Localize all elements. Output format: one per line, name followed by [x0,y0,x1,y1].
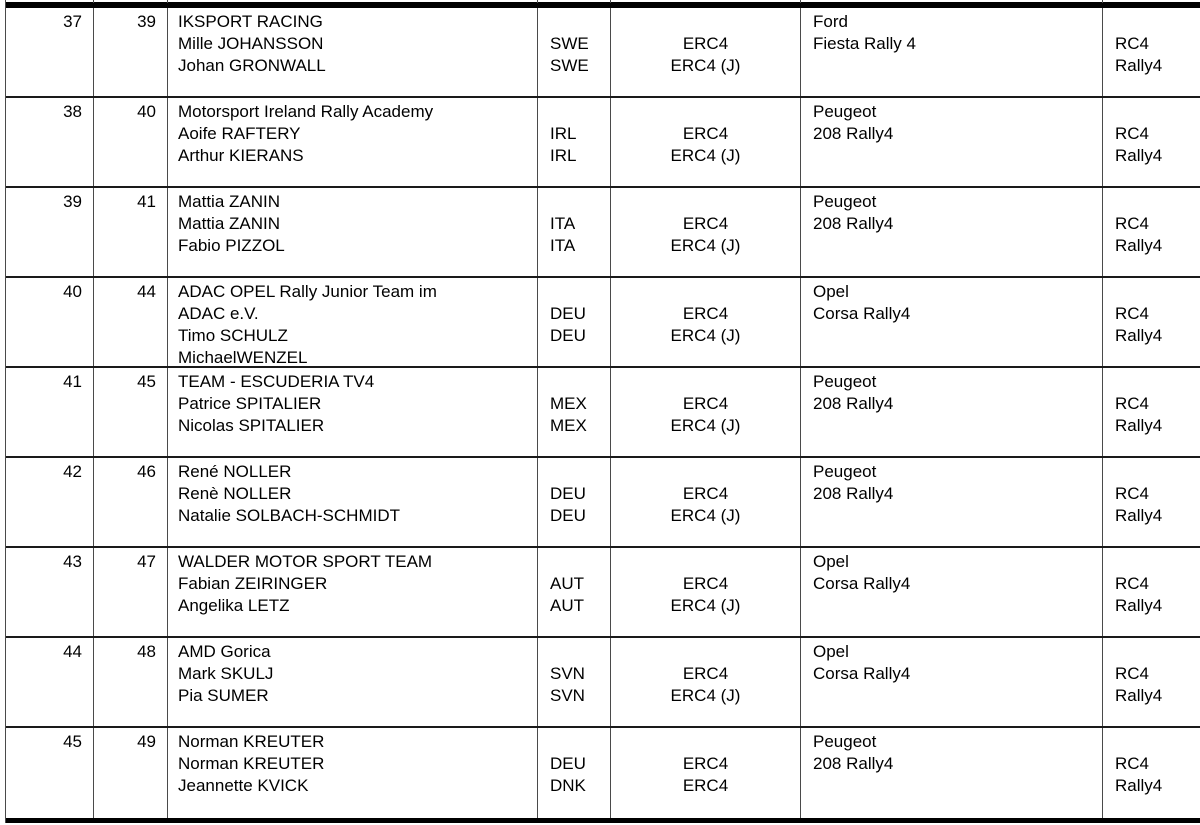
nationality-cell [538,638,611,726]
group-value: RC4 [1115,34,1150,53]
position-value: 38 [63,102,82,121]
driver-nationality: IRL [550,124,577,143]
spacer-line [611,191,800,213]
car-model: 208 Rally4 [813,124,894,143]
entrant-cell [168,368,538,456]
car-make: Opel [813,282,849,301]
subgroup-value: Rally4 [1115,146,1163,165]
group-cell [1103,728,1199,818]
junior-class-value: ERC4 (J) [670,416,741,435]
car-number-value: 41 [137,192,156,211]
car-number-value: 48 [137,642,156,661]
spacer-line [550,461,610,483]
class-value: ERC4 [682,754,729,773]
junior-class-value: ERC4 (J) [670,56,741,75]
entrant-line: TEAM - ESCUDERIA TV4 [178,372,375,391]
position-value: 43 [63,552,82,571]
car-cell [801,548,1103,636]
group-value: RC4 [1115,304,1150,323]
junior-class-value: ERC4 (J) [670,326,741,345]
position-cell [6,98,94,186]
codriver-name: Fabio PIZZOL [178,236,285,255]
spacer-line [611,371,800,393]
group-value: RC4 [1115,664,1150,683]
car-make: Peugeot [813,462,877,481]
spacer-line [550,731,610,753]
car-cell [801,278,1103,366]
driver-name: Patrice SPITALIER [178,394,322,413]
position-value: 39 [63,192,82,211]
driver-name: Mattia ZANIN [178,214,281,233]
entrant-cell [168,548,538,636]
class-cell [611,458,801,546]
entrant-cell [168,278,538,366]
group-cell [1103,188,1199,276]
car-make: Opel [813,642,849,661]
car-number-cell [94,368,168,456]
spacer-line [550,641,610,663]
car-cell [801,188,1103,276]
car-number-cell [94,638,168,726]
entrant-extra-line [178,257,537,276]
entry-list-table [5,0,1200,823]
group-cell [1103,458,1199,546]
car-model: Corsa Rally4 [813,664,911,683]
class-cell [611,8,801,96]
spacer-line [1115,11,1199,33]
entrant-line: René NOLLER [178,462,292,481]
nationality-cell [538,368,611,456]
subgroup-value: Rally4 [1115,686,1163,705]
spacer-line [1115,371,1199,393]
car-make: Peugeot [813,192,877,211]
driver-nationality: DEU [550,484,586,503]
driver-nationality: MEX [550,394,587,413]
group-value: RC4 [1115,484,1150,503]
codriver-name: Nicolas SPITALIER [178,416,325,435]
nationality-cell [538,728,611,818]
entry-table-rows [6,8,1200,818]
group-cell [1103,638,1199,726]
table-row [6,188,1200,278]
car-number-value: 47 [137,552,156,571]
heavy-rule-bottom [6,818,1200,823]
car-model: Corsa Rally4 [813,574,911,593]
position-value: 37 [63,12,82,31]
subgroup-value: Rally4 [1115,416,1163,435]
car-cell [801,368,1103,456]
position-cell [6,638,94,726]
class-value: ERC4 [682,304,729,323]
group-cell-stub [1103,0,1199,3]
entrant-cell [168,188,538,276]
subgroup-value: Rally4 [1115,506,1163,525]
entrant-cell [168,458,538,546]
entrant-cell-stub [168,0,538,3]
entrant-extra-line [178,617,537,636]
codriver-nationality: MEX [550,416,587,435]
class-value: ERC4 [682,664,729,683]
entrant-line: Mattia ZANIN [178,192,281,211]
table-row [6,368,1200,458]
driver-name: Fabian ZEIRINGER [178,574,328,593]
car-make: Peugeot [813,102,877,121]
car-model: Corsa Rally4 [813,304,911,323]
junior-class-value: ERC4 (J) [670,596,741,615]
nationality-cell-stub [538,0,611,3]
car-model: 208 Rally4 [813,484,894,503]
class-cell [611,188,801,276]
car-number-cell [94,548,168,636]
subgroup-value: Rally4 [1115,326,1163,345]
codriver-name: Natalie SOLBACH-SCHMIDT [178,506,400,525]
driver-nationality: DEU [550,754,586,773]
table-top-edge [6,0,1200,2]
class-cell-stub [611,0,801,3]
table-row [6,548,1200,638]
nationality-cell [538,188,611,276]
car-cell [801,728,1103,818]
entrant-line: IKSPORT RACING [178,12,323,31]
entrant-extra-line [178,707,537,726]
codriver-nationality: DNK [550,776,586,795]
spacer-line [1115,191,1199,213]
spacer-line [1115,641,1199,663]
group-cell [1103,98,1199,186]
nationality-cell [538,98,611,186]
entrant-extra-line [178,77,537,96]
driver-nationality: ITA [550,214,576,233]
spacer-line [550,11,610,33]
entrant-extra-line [178,797,537,818]
car-model: 208 Rally4 [813,214,894,233]
group-cell [1103,548,1199,636]
group-cell [1103,368,1199,456]
car-cell [801,458,1103,546]
nationality-cell [538,548,611,636]
group-value: RC4 [1115,754,1150,773]
car-make: Peugeot [813,372,877,391]
driver-nationality: SVN [550,664,585,683]
car-make: Ford [813,12,848,31]
group-cell [1103,8,1199,96]
car-model: Fiesta Rally 4 [813,34,916,53]
group-cell [1103,278,1199,366]
position-value: 41 [63,372,82,391]
spacer-line [550,371,610,393]
entrant-line: AMD Gorica [178,642,271,661]
junior-class-value: ERC4 [682,776,729,795]
position-value: 42 [63,462,82,481]
car-number-cell [94,188,168,276]
driver-nationality: DEU [550,304,586,323]
position-cell [6,8,94,96]
subgroup-value: Rally4 [1115,236,1163,255]
subgroup-value: Rally4 [1115,776,1163,795]
class-cell [611,278,801,366]
spacer-line [1115,101,1199,123]
entrant-extra-line: MichaelWENZEL [178,348,308,366]
spacer-line [550,281,610,303]
junior-class-value: ERC4 (J) [670,686,741,705]
car-number-value: 49 [137,732,156,751]
car-number-value: 39 [137,12,156,31]
spacer-line [611,731,800,753]
table-row [6,728,1200,818]
entrant-extra-line [178,437,537,456]
spacer-line [611,551,800,573]
class-value: ERC4 [682,124,729,143]
driver-name: Aoife RAFTERY [178,124,301,143]
group-value: RC4 [1115,394,1150,413]
driver-nationality: AUT [550,574,584,593]
class-cell [611,728,801,818]
entrant-cell [168,98,538,186]
codriver-nationality: SVN [550,686,585,705]
nationality-cell [538,8,611,96]
position-cell [6,188,94,276]
codriver-nationality: IRL [550,146,577,165]
group-value: RC4 [1115,214,1150,233]
entrant-line: WALDER MOTOR SPORT TEAM [178,552,433,571]
class-cell [611,548,801,636]
car-number-value: 45 [137,372,156,391]
position-cell [6,728,94,818]
codriver-nationality: DEU [550,506,586,525]
car-number-cell [94,728,168,818]
entrant-cell [168,638,538,726]
car-number-cell [94,458,168,546]
car-make: Peugeot [813,732,877,751]
codriver-nationality: DEU [550,326,586,345]
class-cell [611,98,801,186]
spacer-line [611,461,800,483]
codriver-name: Angelika LETZ [178,596,290,615]
spacer-line [1115,281,1199,303]
position-value: 45 [63,732,82,751]
subgroup-value: Rally4 [1115,56,1163,75]
table-row [6,278,1200,368]
table-row [6,458,1200,548]
car-cell [801,98,1103,186]
entrant-extra-line [178,527,537,546]
codriver-name: Pia SUMER [178,686,269,705]
class-cell [611,368,801,456]
position-value: 44 [63,642,82,661]
car-number-cell [94,8,168,96]
junior-class-value: ERC4 (J) [670,146,741,165]
group-value: RC4 [1115,124,1150,143]
car-number-value: 44 [137,282,156,301]
entrant-line: Norman KREUTER [178,732,325,751]
junior-class-value: ERC4 (J) [670,506,741,525]
subgroup-value: Rally4 [1115,596,1163,615]
car-number-value: 46 [137,462,156,481]
car-cell-stub [801,0,1103,3]
entrant-line: ADAC OPEL Rally Junior Team im [178,282,437,301]
codriver-name: Arthur KIERANS [178,146,304,165]
spacer-line [611,11,800,33]
entrant-extra-line [178,167,537,186]
driver-name: Norman KREUTER [178,754,325,773]
position-cell [6,278,94,366]
codriver-nationality: SWE [550,56,589,75]
car-number-cell [94,278,168,366]
driver-name: Mille JOHANSSON [178,34,324,53]
spacer-line [611,281,800,303]
position-cell [6,458,94,546]
car-make: Opel [813,552,849,571]
car-model: 208 Rally4 [813,394,894,413]
entrant-cell [168,8,538,96]
table-row [6,8,1200,98]
driver-name: Renè NOLLER [178,484,292,503]
nationality-cell [538,278,611,366]
class-cell [611,638,801,726]
class-value: ERC4 [682,484,729,503]
class-value: ERC4 [682,214,729,233]
spacer-line [550,191,610,213]
codriver-name: Jeannette KVICK [178,776,309,795]
position-cell [6,368,94,456]
spacer-line [550,551,610,573]
class-value: ERC4 [682,574,729,593]
class-value: ERC4 [682,34,729,53]
codriver-name: Timo SCHULZ [178,326,288,345]
position-cell [6,548,94,636]
codriver-nationality: AUT [550,596,584,615]
codriver-name: Johan GRONWALL [178,56,326,75]
driver-nationality: SWE [550,34,589,53]
entrant-cell [168,728,538,818]
car-number-cell [94,98,168,186]
codriver-nationality: ITA [550,236,576,255]
table-row [6,638,1200,728]
position-value: 40 [63,282,82,301]
spacer-line [611,641,800,663]
car-cell [801,8,1103,96]
entrant-line: Motorsport Ireland Rally Academy [178,102,434,121]
spacer-line [1115,461,1199,483]
group-value: RC4 [1115,574,1150,593]
table-row [6,98,1200,188]
car-cell [801,638,1103,726]
nationality-cell [538,458,611,546]
class-value: ERC4 [682,394,729,413]
spacer-line [611,101,800,123]
spacer-line [1115,551,1199,573]
spacer-line [550,101,610,123]
car-number-cell-stub [94,0,168,3]
car-model: 208 Rally4 [813,754,894,773]
junior-class-value: ERC4 (J) [670,236,741,255]
position-cell-stub [6,0,94,3]
driver-name: ADAC e.V. [178,304,259,323]
driver-name: Mark SKULJ [178,664,274,683]
car-number-value: 40 [137,102,156,121]
spacer-line [1115,731,1199,753]
